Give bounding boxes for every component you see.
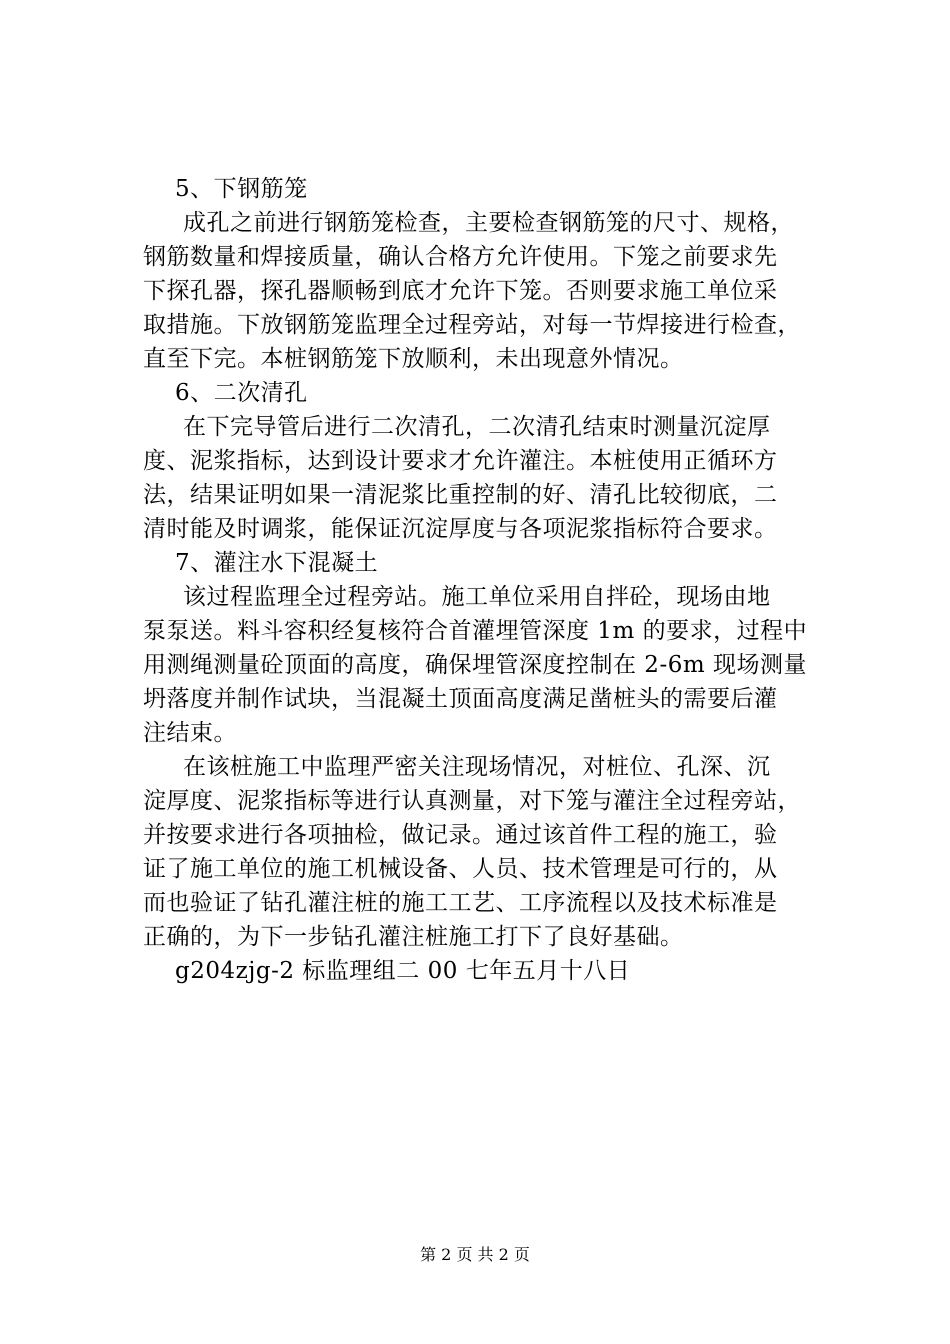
paragraph-line: 在下完导管后进行二次清孔，二次清孔结束时测量沉淀厚 bbox=[183, 414, 771, 440]
paragraph-line: 证了施工单位的施工机械设备、人员、技术管理是可行的，从 bbox=[143, 856, 778, 882]
paragraph-line: 而也验证了钻孔灌注桩的施工工艺、工序流程以及技术标准是 bbox=[143, 890, 778, 916]
paragraph-line: 该过程监理全过程旁站。施工单位采用自拌砼，现场由地 bbox=[183, 584, 771, 610]
paragraph-line: 度、泥浆指标，达到设计要求才允许灌注。本桩使用正循环方 bbox=[143, 448, 778, 474]
signature-line: g204zjg-2 标监理组二 00 七年五月十八日 bbox=[175, 958, 631, 984]
paragraph-line: 取措施。下放钢筋笼监理全过程旁站，对每一节焊接进行检查， bbox=[143, 312, 801, 338]
paragraph-line: 下探孔器，探孔器顺畅到底才允许下笼。否则要求施工单位采 bbox=[143, 278, 778, 304]
paragraph-line: 正确的，为下一步钻孔灌注桩施工打下了良好基础。 bbox=[143, 924, 684, 950]
document-body bbox=[143, 172, 843, 988]
paragraph-line: 淀厚度、泥浆指标等进行认真测量，对下笼与灌注全过程旁站， bbox=[143, 788, 801, 814]
paragraph-line: 并按要求进行各项抽检，做记录。通过该首件工程的施工，验 bbox=[143, 822, 778, 848]
paragraph-line: 泵泵送。料斗容积经复核符合首灌埋管深度 1m 的要求，过程中 bbox=[143, 618, 808, 644]
paragraph-line: 注结束。 bbox=[143, 720, 237, 746]
paragraph-line: 成孔之前进行钢筋笼检查，主要检查钢筋笼的尺寸、规格， bbox=[183, 210, 794, 236]
page-footer: 第 2 页 共 2 页 bbox=[420, 1245, 530, 1264]
paragraph-line: 钢筋数量和焊接质量，确认合格方允许使用。下笼之前要求先 bbox=[143, 244, 778, 270]
paragraph-line: 直至下完。本桩钢筋笼下放顺利，未出现意外情况。 bbox=[143, 346, 684, 372]
paragraph-line: 用测绳测量砼顶面的高度，确保埋管深度控制在 2-6m 现场测量 bbox=[143, 652, 807, 678]
section-heading: 7、灌注水下混凝土 bbox=[175, 550, 379, 576]
paragraph-line: 在该桩施工中监理严密关注现场情况，对桩位、孔深、沉 bbox=[183, 754, 771, 780]
section-heading: 5、下钢筋笼 bbox=[175, 176, 308, 202]
paragraph-line: 坍落度并制作试块，当混凝土顶面高度满足凿桩头的需要后灌 bbox=[143, 686, 778, 712]
paragraph-line: 清时能及时调浆，能保证沉淀厚度与各项泥浆指标符合要求。 bbox=[143, 516, 778, 542]
paragraph-line: 法，结果证明如果一清泥浆比重控制的好、清孔比较彻底，二 bbox=[143, 482, 778, 508]
section-heading: 6、二次清孔 bbox=[175, 380, 308, 406]
